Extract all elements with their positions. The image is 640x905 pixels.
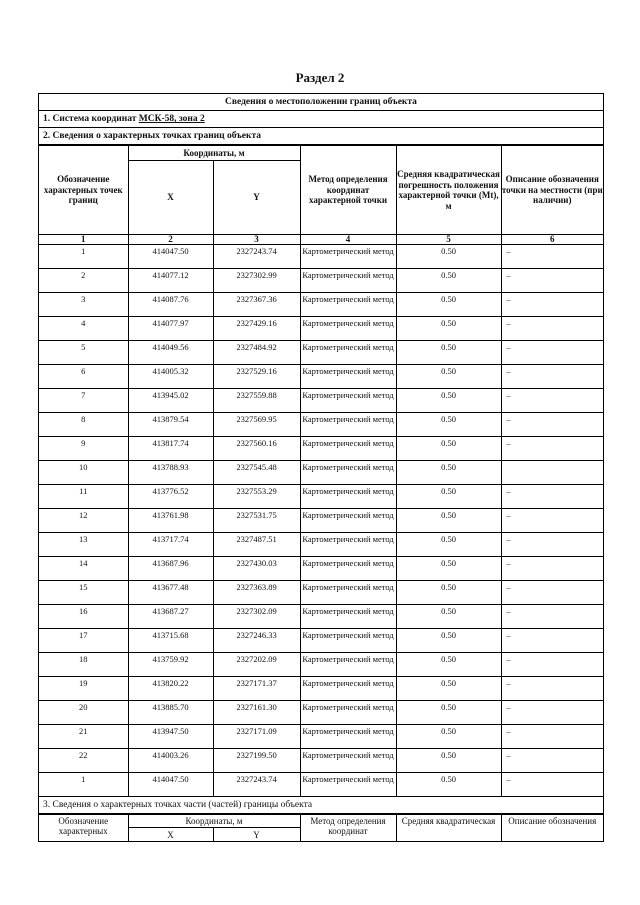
point-number-cell: 6 bbox=[39, 365, 128, 389]
column-number-row bbox=[39, 235, 603, 245]
accuracy-cell: 0.50 bbox=[396, 725, 501, 749]
table-row bbox=[39, 533, 603, 557]
accuracy-cell: 0.50 bbox=[396, 389, 501, 413]
method-cell: Картометрический метод bbox=[300, 413, 396, 437]
description-cell: – bbox=[501, 341, 603, 365]
table-row bbox=[39, 341, 603, 365]
table-row bbox=[39, 293, 603, 317]
point-number-cell: 18 bbox=[39, 653, 128, 677]
x-coordinate-cell: 414005.32 bbox=[128, 365, 213, 389]
accuracy-cell: 0.50 bbox=[396, 317, 501, 341]
description-cell: – bbox=[501, 509, 603, 533]
accuracy-cell: 0.50 bbox=[396, 533, 501, 557]
accuracy-cell: 0.50 bbox=[396, 629, 501, 653]
accuracy-cell: 0.50 bbox=[396, 557, 501, 581]
accuracy-cell: 0.50 bbox=[396, 269, 501, 293]
method-cell: Картометрический метод bbox=[300, 605, 396, 629]
method-cell: Картометрический метод bbox=[300, 365, 396, 389]
x-coordinate-cell: 413687.96 bbox=[128, 557, 213, 581]
y-coordinate-cell: 2327545.48 bbox=[213, 461, 300, 485]
method-cell: Картометрический метод bbox=[300, 317, 396, 341]
point-number-cell: 16 bbox=[39, 605, 128, 629]
col-description-header: Описание обозначения точки на местности (при наличии) bbox=[501, 146, 603, 235]
method-cell: Картометрический метод bbox=[300, 725, 396, 749]
description-cell: – bbox=[501, 629, 603, 653]
point-number-cell: 19 bbox=[39, 677, 128, 701]
point-number-cell: 21 bbox=[39, 725, 128, 749]
table-row bbox=[39, 269, 603, 293]
form-header: Сведения о местоположении границ объекта bbox=[39, 94, 603, 111]
coord-system-line bbox=[39, 111, 603, 128]
part-col-accuracy: Средняя квадратическая bbox=[396, 815, 501, 842]
col-designation-header: Обозначение характерных точек границ bbox=[39, 146, 128, 235]
y-coordinate-cell: 2327161.30 bbox=[213, 701, 300, 725]
method-cell: Картометрический метод bbox=[300, 461, 396, 485]
method-cell: Картометрический метод bbox=[300, 485, 396, 509]
boundary-info-form bbox=[38, 93, 604, 842]
y-coordinate-cell: 2327171.09 bbox=[213, 725, 300, 749]
method-cell: Картометрический метод bbox=[300, 533, 396, 557]
point-number-cell: 2 bbox=[39, 269, 128, 293]
table-row bbox=[39, 461, 603, 485]
section-title: Раздел 2 bbox=[295, 70, 345, 85]
description-cell: – bbox=[501, 701, 603, 725]
description-cell: – bbox=[501, 317, 603, 341]
part-col-y: Y bbox=[213, 828, 300, 842]
accuracy-cell: 0.50 bbox=[396, 365, 501, 389]
y-coordinate-cell: 2327531.75 bbox=[213, 509, 300, 533]
y-coordinate-cell: 2327243.74 bbox=[213, 773, 300, 797]
y-coordinate-cell: 2327246.33 bbox=[213, 629, 300, 653]
x-coordinate-cell: 414077.12 bbox=[128, 269, 213, 293]
method-cell: Картометрический метод bbox=[300, 653, 396, 677]
x-coordinate-cell: 413885.70 bbox=[128, 701, 213, 725]
coord-system-label: 1. Система координат bbox=[43, 114, 139, 124]
column-number: 6 bbox=[501, 235, 603, 245]
point-number-cell: 15 bbox=[39, 581, 128, 605]
table-row bbox=[39, 701, 603, 725]
description-cell: – bbox=[501, 533, 603, 557]
y-coordinate-cell: 2327367.36 bbox=[213, 293, 300, 317]
part-section-label: 3. Сведения о характерных точках части (частей) границы объекта bbox=[39, 797, 603, 814]
part-col-designation: Обозначение характерных bbox=[39, 815, 128, 842]
point-number-cell: 3 bbox=[39, 293, 128, 317]
table-row bbox=[39, 245, 603, 269]
point-number-cell: 20 bbox=[39, 701, 128, 725]
accuracy-cell: 0.50 bbox=[396, 293, 501, 317]
accuracy-cell: 0.50 bbox=[396, 461, 501, 485]
x-coordinate-cell: 414049.56 bbox=[128, 341, 213, 365]
description-cell: – bbox=[501, 413, 603, 437]
part-col-x: X bbox=[128, 828, 213, 842]
y-coordinate-cell: 2327560.16 bbox=[213, 437, 300, 461]
description-cell: – bbox=[501, 293, 603, 317]
accuracy-cell: 0.50 bbox=[396, 437, 501, 461]
x-coordinate-cell: 413817.74 bbox=[128, 437, 213, 461]
part-points-table bbox=[39, 814, 603, 842]
x-coordinate-cell: 413677.48 bbox=[128, 581, 213, 605]
description-cell: – bbox=[501, 269, 603, 293]
description-cell: – bbox=[501, 557, 603, 581]
x-coordinate-cell: 413945.02 bbox=[128, 389, 213, 413]
x-coordinate-cell: 413947.50 bbox=[128, 725, 213, 749]
x-coordinate-cell: 414003.26 bbox=[128, 749, 213, 773]
accuracy-cell: 0.50 bbox=[396, 485, 501, 509]
col-x-header: X bbox=[128, 161, 213, 235]
point-number-cell: 14 bbox=[39, 557, 128, 581]
method-cell: Картометрический метод bbox=[300, 437, 396, 461]
x-coordinate-cell: 414087.76 bbox=[128, 293, 213, 317]
y-coordinate-cell: 2327202.09 bbox=[213, 653, 300, 677]
column-number: 5 bbox=[396, 235, 501, 245]
description-cell: – bbox=[501, 725, 603, 749]
description-cell: – bbox=[501, 365, 603, 389]
table-row bbox=[39, 749, 603, 773]
x-coordinate-cell: 413717.74 bbox=[128, 533, 213, 557]
description-cell: – bbox=[501, 389, 603, 413]
accuracy-cell: 0.50 bbox=[396, 653, 501, 677]
table-row bbox=[39, 413, 603, 437]
description-cell bbox=[501, 461, 603, 485]
points-table bbox=[39, 145, 603, 797]
table-row bbox=[39, 581, 603, 605]
x-coordinate-cell: 414047.50 bbox=[128, 773, 213, 797]
method-cell: Картометрический метод bbox=[300, 557, 396, 581]
y-coordinate-cell: 2327487.51 bbox=[213, 533, 300, 557]
col-accuracy-header: Средняя квадратическая погрешность положения характерной точки (Mt), м bbox=[396, 146, 501, 235]
y-coordinate-cell: 2327484.92 bbox=[213, 341, 300, 365]
table-row bbox=[39, 485, 603, 509]
y-coordinate-cell: 2327569.95 bbox=[213, 413, 300, 437]
col-y-header: Y bbox=[213, 161, 300, 235]
accuracy-cell: 0.50 bbox=[396, 581, 501, 605]
part-col-method: Метод определения координат bbox=[300, 815, 396, 842]
accuracy-cell: 0.50 bbox=[396, 749, 501, 773]
column-number: 3 bbox=[213, 235, 300, 245]
description-cell: – bbox=[501, 677, 603, 701]
method-cell: Картометрический метод bbox=[300, 773, 396, 797]
point-number-cell: 12 bbox=[39, 509, 128, 533]
method-cell: Картометрический метод bbox=[300, 629, 396, 653]
point-number-cell: 7 bbox=[39, 389, 128, 413]
column-number: 1 bbox=[39, 235, 128, 245]
method-cell: Картометрический метод bbox=[300, 509, 396, 533]
table-row bbox=[39, 365, 603, 389]
x-coordinate-cell: 413879.54 bbox=[128, 413, 213, 437]
x-coordinate-cell: 413820.22 bbox=[128, 677, 213, 701]
accuracy-cell: 0.50 bbox=[396, 677, 501, 701]
table-row bbox=[39, 557, 603, 581]
description-cell: – bbox=[501, 245, 603, 269]
points-section-label: 2. Сведения о характерных точках границ объекта bbox=[39, 128, 603, 145]
point-number-cell: 1 bbox=[39, 773, 128, 797]
table-row bbox=[39, 437, 603, 461]
column-number: 2 bbox=[128, 235, 213, 245]
x-coordinate-cell: 413761.98 bbox=[128, 509, 213, 533]
accuracy-cell: 0.50 bbox=[396, 341, 501, 365]
y-coordinate-cell: 2327529.16 bbox=[213, 365, 300, 389]
table-row bbox=[39, 725, 603, 749]
table-row bbox=[39, 509, 603, 533]
point-number-cell: 13 bbox=[39, 533, 128, 557]
point-number-cell: 5 bbox=[39, 341, 128, 365]
x-coordinate-cell: 413715.68 bbox=[128, 629, 213, 653]
accuracy-cell: 0.50 bbox=[396, 701, 501, 725]
y-coordinate-cell: 2327559.88 bbox=[213, 389, 300, 413]
point-number-cell: 9 bbox=[39, 437, 128, 461]
y-coordinate-cell: 2327302.09 bbox=[213, 605, 300, 629]
y-coordinate-cell: 2327430.03 bbox=[213, 557, 300, 581]
y-coordinate-cell: 2327363.89 bbox=[213, 581, 300, 605]
method-cell: Картометрический метод bbox=[300, 269, 396, 293]
x-coordinate-cell: 413788.93 bbox=[128, 461, 213, 485]
description-cell: – bbox=[501, 653, 603, 677]
method-cell: Картометрический метод bbox=[300, 341, 396, 365]
x-coordinate-cell: 414077.97 bbox=[128, 317, 213, 341]
description-cell: – bbox=[501, 773, 603, 797]
y-coordinate-cell: 2327199.50 bbox=[213, 749, 300, 773]
accuracy-cell: 0.50 bbox=[396, 605, 501, 629]
y-coordinate-cell: 2327302.99 bbox=[213, 269, 300, 293]
col-method-header: Метод определения координат характерной точки bbox=[300, 146, 396, 235]
point-number-cell: 10 bbox=[39, 461, 128, 485]
part-col-description: Описание обозначения bbox=[501, 815, 603, 842]
point-number-cell: 8 bbox=[39, 413, 128, 437]
y-coordinate-cell: 2327553.29 bbox=[213, 485, 300, 509]
coord-system-value: МСК-58, зона 2 bbox=[138, 114, 205, 124]
point-number-cell: 22 bbox=[39, 749, 128, 773]
point-number-cell: 11 bbox=[39, 485, 128, 509]
method-cell: Картометрический метод bbox=[300, 677, 396, 701]
point-number-cell: 4 bbox=[39, 317, 128, 341]
column-number: 4 bbox=[300, 235, 396, 245]
table-row bbox=[39, 629, 603, 653]
y-coordinate-cell: 2327429.16 bbox=[213, 317, 300, 341]
y-coordinate-cell: 2327171.37 bbox=[213, 677, 300, 701]
method-cell: Картометрический метод bbox=[300, 245, 396, 269]
method-cell: Картометрический метод bbox=[300, 581, 396, 605]
description-cell: – bbox=[501, 485, 603, 509]
method-cell: Картометрический метод bbox=[300, 389, 396, 413]
x-coordinate-cell: 414047.50 bbox=[128, 245, 213, 269]
y-coordinate-cell: 2327243.74 bbox=[213, 245, 300, 269]
description-cell: – bbox=[501, 437, 603, 461]
accuracy-cell: 0.50 bbox=[396, 413, 501, 437]
method-cell: Картометрический метод bbox=[300, 701, 396, 725]
accuracy-cell: 0.50 bbox=[396, 773, 501, 797]
method-cell: Картометрический метод bbox=[300, 749, 396, 773]
table-row bbox=[39, 605, 603, 629]
x-coordinate-cell: 413759.92 bbox=[128, 653, 213, 677]
table-row bbox=[39, 653, 603, 677]
accuracy-cell: 0.50 bbox=[396, 509, 501, 533]
accuracy-cell: 0.50 bbox=[396, 245, 501, 269]
table-row bbox=[39, 677, 603, 701]
x-coordinate-cell: 413776.52 bbox=[128, 485, 213, 509]
description-cell: – bbox=[501, 581, 603, 605]
table-row bbox=[39, 317, 603, 341]
table-row bbox=[39, 389, 603, 413]
part-col-coordinates: Координаты, м bbox=[128, 815, 300, 828]
table-row bbox=[39, 773, 603, 797]
point-number-cell: 17 bbox=[39, 629, 128, 653]
x-coordinate-cell: 413687.27 bbox=[128, 605, 213, 629]
description-cell: – bbox=[501, 749, 603, 773]
method-cell: Картометрический метод bbox=[300, 293, 396, 317]
description-cell: – bbox=[501, 605, 603, 629]
col-coordinates-header: Координаты, м bbox=[128, 146, 300, 161]
point-number-cell: 1 bbox=[39, 245, 128, 269]
